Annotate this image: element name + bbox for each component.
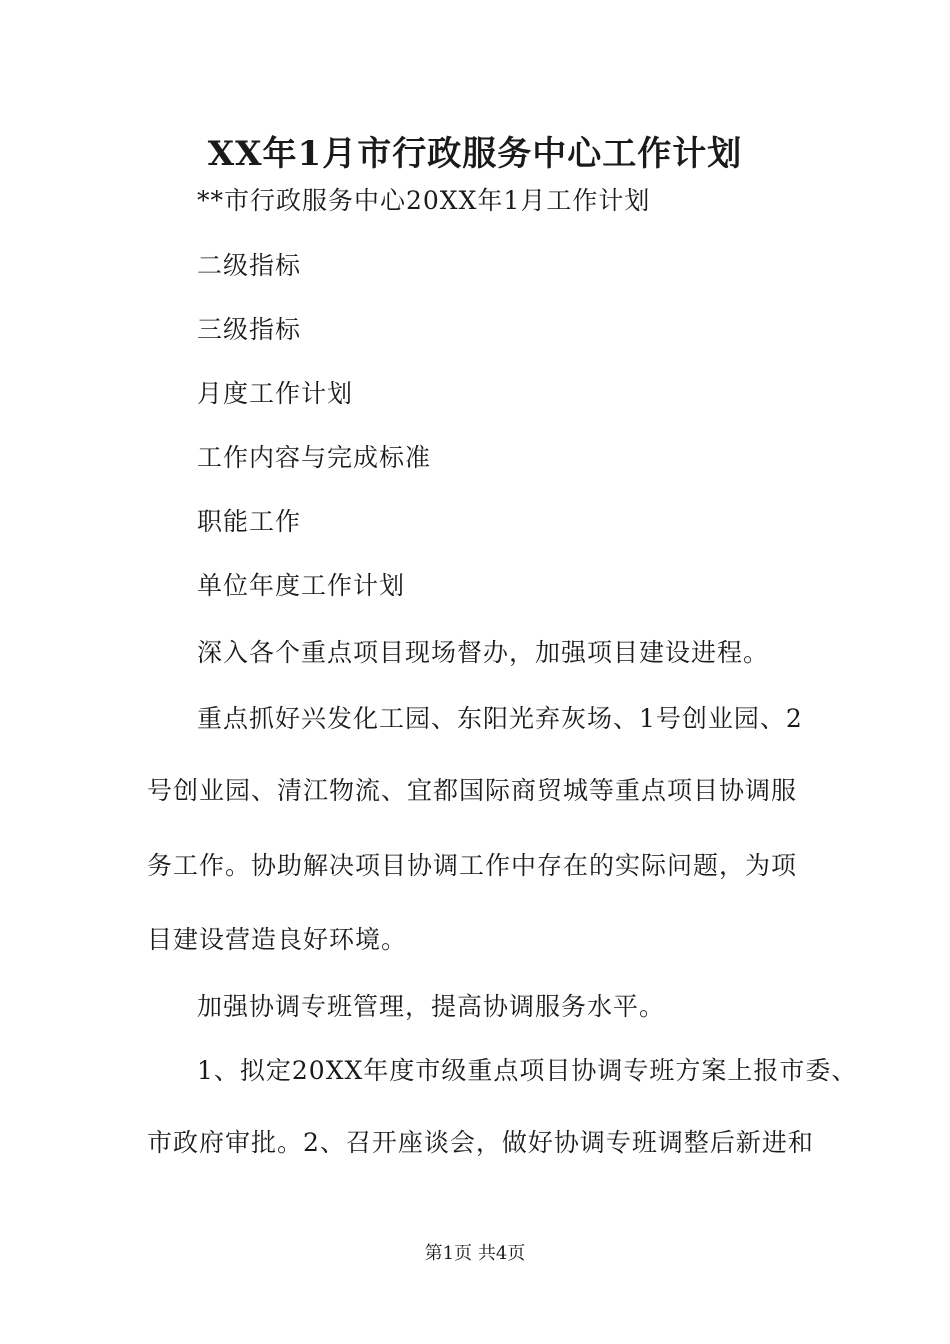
subtitle-line: **市行政服务中心20XX年1月工作计划 — [197, 186, 651, 215]
text-line: 1、拟定20XX年度市级重点项目协调专班方案上报市委、 — [197, 1056, 858, 1085]
text-line: 二级指标 — [197, 251, 302, 280]
text-line: 三级指标 — [197, 315, 302, 344]
text-line: 月度工作计划 — [197, 379, 354, 408]
text-line: 职能工作 — [197, 507, 302, 536]
text-line: 深入各个重点项目现场督办，加强项目建设进程。 — [197, 638, 770, 667]
text-line: 加强协调专班管理，提高协调服务水平。 — [197, 992, 666, 1021]
document-title: XX年1月市行政服务中心工作计划 — [207, 134, 743, 174]
text-line: 重点抓好兴发化工园、东阳光弃灰场、1号创业园、2 — [197, 704, 803, 733]
text-line: 工作内容与完成标准 — [197, 443, 432, 472]
text-line: 单位年度工作计划 — [197, 571, 406, 600]
text-line: 务工作。协助解决项目协调工作中存在的实际问题，为项 — [147, 851, 798, 880]
text-line: 目建设营造良好环境。 — [147, 925, 408, 954]
text-line: 号创业园、清江物流、宜都国际商贸城等重点项目协调服 — [147, 776, 798, 805]
text-line: 市政府审批。2、召开座谈会，做好协调专班调整后新进和 — [147, 1128, 814, 1157]
page-footer: 第1页 共4页 — [424, 1243, 526, 1264]
